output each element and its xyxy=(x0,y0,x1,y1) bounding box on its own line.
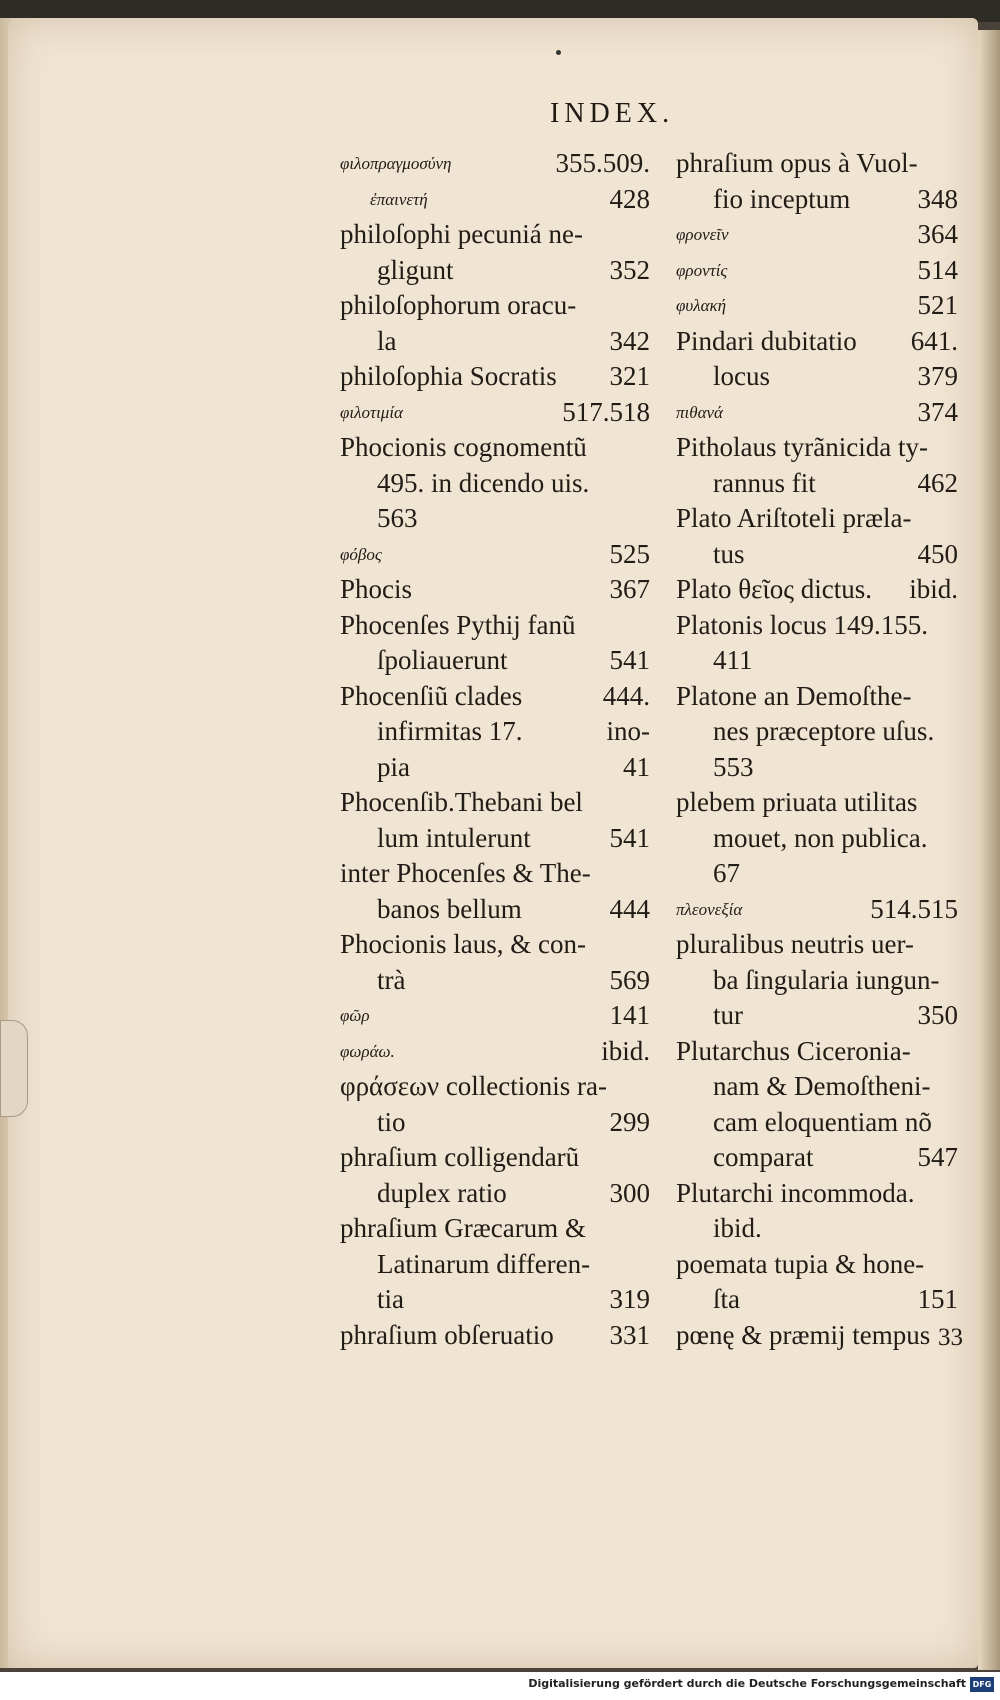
index-entry xyxy=(340,714,650,750)
index-entry xyxy=(340,1318,650,1354)
index-page-ref: 300 xyxy=(609,1177,650,1208)
index-entry xyxy=(340,963,650,999)
index-entry xyxy=(340,821,650,857)
index-term: poemata tupia & hone- xyxy=(676,1248,925,1279)
index-term: φροντίς xyxy=(676,260,728,280)
index-term: infirmitas 17. xyxy=(377,716,523,746)
index-entry xyxy=(340,466,650,502)
index-term: ibid. xyxy=(713,1213,762,1243)
index-entry xyxy=(340,892,650,928)
index-term: tus xyxy=(713,538,745,569)
index-entry xyxy=(340,395,650,431)
index-term: pœnę & præmij tempus xyxy=(676,1319,931,1350)
index-page-ref: 352 xyxy=(609,254,650,285)
index-term: lum intulerunt xyxy=(377,822,531,853)
index-page-ref: 517.518 xyxy=(562,396,650,427)
index-entry xyxy=(340,324,650,360)
index-entry xyxy=(676,750,958,786)
index-term: φράσεων collectionis ra- xyxy=(340,1071,608,1101)
index-entry xyxy=(340,1140,650,1176)
index-entry xyxy=(676,785,958,821)
index-term: phraſium Græcarum & xyxy=(340,1213,586,1243)
index-entry xyxy=(340,1282,650,1318)
index-entry xyxy=(340,608,650,644)
index-entry xyxy=(340,927,650,963)
index-entry xyxy=(340,679,650,715)
index-page-ref: 444. xyxy=(602,680,650,711)
index-page-ref: ibid. xyxy=(601,1035,650,1066)
dfg-logo: DFG xyxy=(970,1677,994,1692)
index-page-ref: 379 xyxy=(917,361,958,391)
index-term: nam & Demoſtheni- xyxy=(713,1071,931,1101)
index-column-left xyxy=(340,146,650,1353)
index-term: pluralibus neutris uer- xyxy=(676,929,914,959)
index-term: ſta xyxy=(713,1284,740,1314)
index-term: philoſophia Socratis xyxy=(340,361,557,391)
index-term: 563 xyxy=(377,503,418,533)
footer-credit: Digitalisierung gefördert durch die Deutsche Forschungsgemeinschaft xyxy=(528,1677,966,1690)
index-term: φρονεῖν xyxy=(676,225,729,244)
index-term: Phocenſib.Thebani bel xyxy=(340,787,583,817)
index-term: 495. in dicendo uis. xyxy=(377,467,590,498)
index-entry xyxy=(676,927,958,963)
index-entry xyxy=(676,359,958,395)
index-page-ref: 514.515 xyxy=(870,893,958,924)
index-term: φιλοτιμία xyxy=(340,402,403,422)
index-entry xyxy=(676,537,958,573)
index-entry xyxy=(676,643,958,679)
index-entry xyxy=(340,856,650,892)
index-term: Phocenſes Pythij fanũ xyxy=(340,609,576,640)
index-term: Phocenſiũ clades xyxy=(340,680,523,711)
index-term: Pitholaus tyrãnicida ty- xyxy=(676,432,928,462)
index-term: φόβος xyxy=(340,544,382,564)
index-entry xyxy=(340,537,650,573)
index-term: phraſium colligendarũ xyxy=(340,1142,580,1172)
index-entry xyxy=(676,1211,958,1247)
index-page-ref: ino- xyxy=(606,716,650,746)
index-entry xyxy=(676,608,958,644)
index-term: φυλακή xyxy=(676,296,727,315)
index-entry xyxy=(676,1247,958,1283)
index-page-ref: 428 xyxy=(609,183,650,214)
page-header: INDEX. xyxy=(550,98,675,129)
index-entry xyxy=(340,359,650,395)
index-term: la xyxy=(377,325,397,356)
index-entry xyxy=(676,395,958,431)
index-entry xyxy=(676,1034,958,1070)
index-entry xyxy=(340,146,650,182)
index-entry xyxy=(676,1176,958,1212)
index-term: φῶρ xyxy=(340,1006,370,1025)
index-term: Latinarum differen- xyxy=(377,1248,591,1279)
index-entry xyxy=(676,1140,958,1176)
index-term: philoſophorum oracu- xyxy=(340,290,577,320)
index-term: ſpoliauerunt xyxy=(377,645,508,675)
index-page-ref: 355.509. xyxy=(555,148,650,178)
index-term: pia xyxy=(377,751,410,782)
index-term: Plato θεῖος dictus. xyxy=(676,574,872,604)
index-page-ref: 547 xyxy=(917,1142,958,1172)
index-entry xyxy=(676,288,958,324)
index-entry xyxy=(676,466,958,502)
index-term: 67 xyxy=(713,858,740,888)
index-term: phraſium opus à Vuol- xyxy=(676,148,918,178)
index-term: φωράω. xyxy=(340,1041,395,1061)
index-entry xyxy=(340,785,650,821)
index-term: Pindari dubitatio xyxy=(676,325,857,356)
index-term: mouet, non publica. xyxy=(713,822,928,853)
index-page-ref: 462 xyxy=(917,467,958,498)
index-term: nes præceptore uſus. xyxy=(713,716,935,746)
index-page-ref: 450 xyxy=(917,538,958,569)
index-entry xyxy=(676,963,958,999)
index-term: fio inceptum xyxy=(713,183,851,214)
index-entry xyxy=(676,324,958,360)
index-page-ref: 444 xyxy=(609,893,650,924)
index-page-ref: 299 xyxy=(609,1106,650,1137)
index-entry xyxy=(676,430,958,466)
index-term: cam eloquentiam nõ xyxy=(713,1106,932,1137)
index-page-ref: 151 xyxy=(917,1284,958,1314)
index-entry xyxy=(340,572,650,608)
index-term: comparat xyxy=(713,1142,814,1172)
index-term: ἐπαινετή xyxy=(370,189,428,209)
index-term: gligunt xyxy=(377,254,454,285)
index-term: Platone an Demoſthe- xyxy=(676,680,912,711)
index-entry xyxy=(340,1105,650,1141)
index-entry xyxy=(676,679,958,715)
index-term: 411 xyxy=(713,645,753,675)
index-term: rannus fit xyxy=(713,467,816,498)
index-entry xyxy=(676,1105,958,1141)
index-term: philoſophi pecuniá ne- xyxy=(340,219,583,249)
index-entry xyxy=(676,253,958,289)
index-term: tio xyxy=(377,1106,406,1137)
index-term: Phocis xyxy=(340,574,413,604)
index-entry xyxy=(340,1069,650,1105)
index-page-ref: 348 xyxy=(917,183,958,214)
index-entry xyxy=(676,1282,958,1318)
index-entry xyxy=(340,750,650,786)
index-entry xyxy=(340,501,650,537)
index-term: banos bellum xyxy=(377,893,522,924)
index-entry xyxy=(676,182,958,218)
index-entry xyxy=(676,998,958,1034)
index-entry xyxy=(340,1034,650,1070)
index-entry xyxy=(340,182,650,218)
index-page-ref: 350 xyxy=(917,1000,958,1030)
index-page-ref: 374 xyxy=(917,396,958,427)
index-entry xyxy=(340,1211,650,1247)
index-term: tia xyxy=(377,1284,404,1314)
index-term: Plutarchus Ciceronia- xyxy=(676,1035,911,1066)
index-entry xyxy=(676,1318,958,1354)
index-term: plebem priuata utilitas xyxy=(676,787,918,817)
index-entry xyxy=(340,643,650,679)
index-entry xyxy=(676,146,958,182)
index-term: Platonis locus 149.155. xyxy=(676,609,929,640)
index-entry xyxy=(340,1176,650,1212)
index-page-ref: 331 xyxy=(609,1319,650,1350)
index-page-ref: 342 xyxy=(609,325,650,356)
index-entry xyxy=(340,217,650,253)
index-entry xyxy=(340,253,650,289)
index-page-ref: 521 xyxy=(917,290,958,320)
index-entry xyxy=(676,856,958,892)
index-term: πλεονεξία xyxy=(676,899,743,919)
index-term: Phocionis laus, & con- xyxy=(340,929,586,959)
index-entry xyxy=(676,1069,958,1105)
index-entry xyxy=(340,288,650,324)
index-entry xyxy=(676,892,958,928)
index-term: duplex ratio xyxy=(377,1177,507,1208)
index-page-ref: 541 xyxy=(609,822,650,853)
index-page-ref: ibid. xyxy=(909,574,958,604)
book-right-edge xyxy=(978,30,1000,1670)
index-term: ba ſingularia iungun- xyxy=(713,964,940,995)
index-page-ref: 514 xyxy=(917,254,958,285)
index-page-ref: 319 xyxy=(609,1284,650,1314)
index-term: inter Phocenſes & The- xyxy=(340,858,591,888)
index-entry xyxy=(676,821,958,857)
index-column-right xyxy=(676,146,958,1353)
index-page-ref: 541 xyxy=(609,645,650,675)
page-tab xyxy=(0,1020,28,1117)
index-term: phraſium obſeruatio xyxy=(340,1319,554,1350)
index-page-ref: 321 xyxy=(609,361,650,391)
index-entry xyxy=(340,430,650,466)
index-page-ref: 41 xyxy=(623,751,650,782)
index-term: Plato Ariſtoteli præla- xyxy=(676,503,912,533)
index-page-ref: 569 xyxy=(609,964,650,995)
index-entry xyxy=(676,714,958,750)
index-page-ref: 141 xyxy=(609,1000,650,1030)
index-entry xyxy=(340,1247,650,1283)
index-term: 553 xyxy=(713,751,754,782)
index-term: Plutarchi incommoda. xyxy=(676,1177,915,1208)
index-page-ref: 367 xyxy=(609,574,650,604)
index-term: Phocionis cognomentũ xyxy=(340,432,587,462)
index-term: trà xyxy=(377,964,406,995)
index-page-ref: 525 xyxy=(609,538,650,569)
index-entry xyxy=(676,501,958,537)
index-term: tur xyxy=(713,1000,743,1030)
index-page-ref: 364 xyxy=(917,219,958,249)
index-term: πιθανά xyxy=(676,402,723,422)
index-entry xyxy=(676,572,958,608)
index-entry xyxy=(340,998,650,1034)
index-term: φιλοπραγμοσύνη xyxy=(340,154,452,173)
index-page-ref: 641. xyxy=(910,325,958,356)
index-entry xyxy=(676,217,958,253)
catchword: 33 xyxy=(938,1324,963,1351)
footer-bar xyxy=(0,1672,1000,1700)
ink-dot xyxy=(556,50,561,55)
index-term: locus xyxy=(713,361,770,391)
